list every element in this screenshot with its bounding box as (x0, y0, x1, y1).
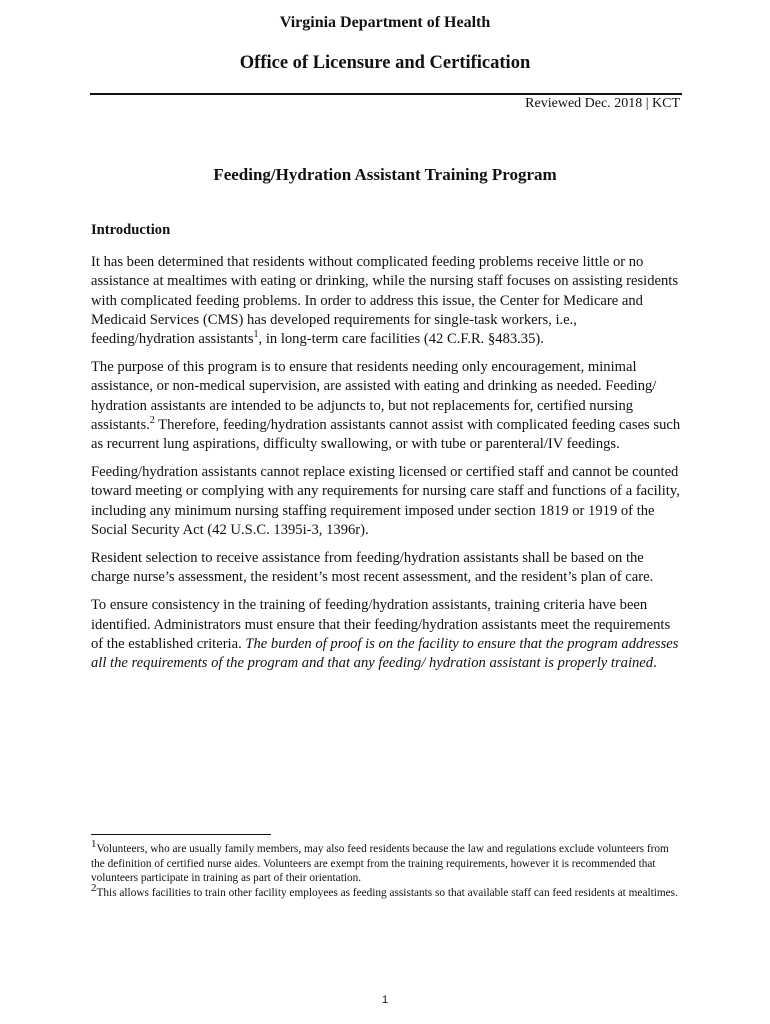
footnote-divider (91, 834, 271, 835)
paragraph-4: Resident selection to receive assistance from feeding/hydration assistants shall be based on the charge nurse’s assessment, the resident’s most recent assessment, and the resident’s plan of care. (91, 550, 654, 586)
paragraph-5-italic: The burden of proof is on the facility to ensure that the program addresses all the requirements of the program and that any feeding/ hydration assistant is properly trained (91, 635, 679, 672)
footnotes (91, 838, 685, 900)
document-title: Feeding/Hydration Assistant Training Program (213, 165, 557, 184)
footnote-ref-2[interactable]: 2 (149, 414, 155, 426)
paragraph-2-text: The purpose of this program is to ensure that residents needing only encouragement, minimal assistance, or non-medical supervision, are assisted with eating and drinking as needed. Feeding/ hydration assistants are intended to be adjuncts to, but not replacements for, certified nursing assistants. (91, 359, 657, 433)
paragraph-5-end: . (653, 655, 657, 672)
reviewed-date: Reviewed Dec. 2018 | KCT (525, 96, 680, 111)
paragraph-1-text: It has been determined that residents without complicated feeding problems receive little or no assistance at mealtimes with eating or drinking, while the nursing staff focuses on assisting residents with complicated feeding problems. In order to address this issue, the Center for Medicare and Medicaid Services (CMS) has developed requirements for single-task workers, i.e., feeding/hydration assistants (91, 254, 679, 348)
footnote-1-text: Volunteers, who are usually family members, may also feed residents because the law and regulations exclude volunteers from the definition of certified nurse aides. Volunteers are exempt from the training requirements, however it is recommended that volunteers participate in training as part of their orientation. (91, 843, 669, 884)
section-heading-introduction: Introduction (91, 222, 171, 238)
header-divider (90, 93, 682, 95)
paragraph-1 (91, 253, 681, 349)
footnote-1-marker: 1 (91, 838, 97, 851)
footnote-2-marker: 2 (91, 881, 97, 894)
footnote-1 (91, 838, 685, 886)
footnote-2-text: This allows facilities to train other facility employees as feeding assistants so that available staff can feed residents at mealtimes. (96, 886, 678, 899)
office-name: Office of Licensure and Certification (239, 53, 531, 73)
paragraph-2 (91, 358, 681, 454)
paragraph-5 (91, 596, 681, 673)
page-number: 1 (381, 994, 389, 1006)
paragraph-5-text: To ensure consistency in the training of feeding/hydration assistants, training criteria have been identified. Administrators must ensure that their feeding/hydration assistants meet the requirements of the established criteria. (91, 597, 671, 652)
footnote-ref-1[interactable]: 1 (253, 329, 259, 341)
document-body (91, 221, 681, 682)
paragraph-3: Feeding/hydration assistants cannot replace existing licensed or certified staff and cannot be counted toward meeting or complying with any requirements for nursing care staff and functions of a facility, including any minimum nursing staffing requirement imposed under section 1819 or 1919 of the Social Security Act (42 U.S.C. 1395i-3, 1396r). (91, 464, 680, 538)
footnote-2 (91, 881, 685, 901)
organization-name: Virginia Department of Health (279, 14, 491, 31)
paragraph-1-text-end: , in long-term care facilities (42 C.F.R. §483.35). (258, 331, 544, 348)
paragraph-2-text-end: Therefore, feeding/hydration assistants cannot assist with complicated feeding cases such as recurrent lung aspirations, difficulty swallowing, or with tube or parenteral/IV feedings. (91, 416, 681, 453)
